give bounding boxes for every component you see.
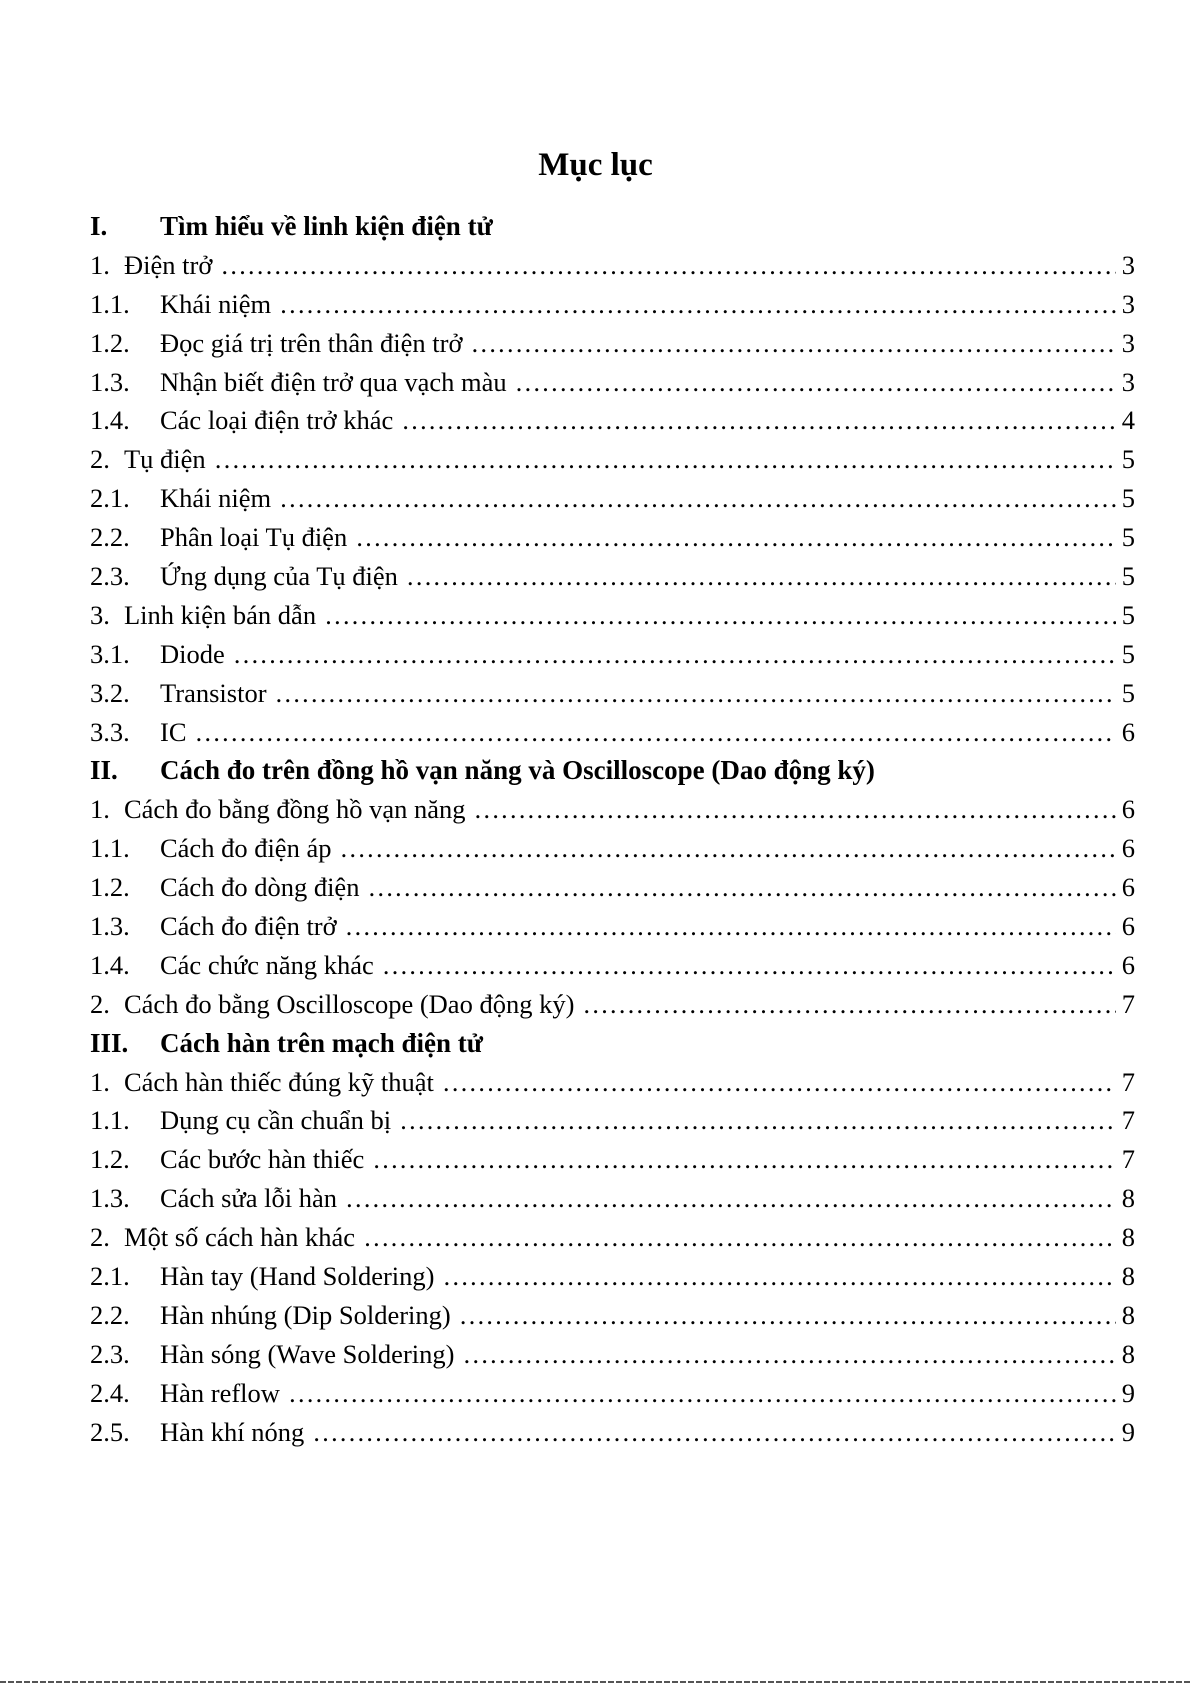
toc-page-number: 7 <box>1121 1105 1135 1136</box>
toc-entry-number: 1.3. <box>90 366 130 397</box>
toc-entry[interactable] <box>90 1140 1135 1179</box>
toc-page-number: 5 <box>1121 599 1135 630</box>
toc-entry-title: Hàn sóng (Wave Soldering) <box>160 1338 455 1369</box>
toc-entry[interactable] <box>90 363 1135 402</box>
toc-entry-title: Transistor <box>160 677 267 708</box>
toc-entry-line <box>90 946 1135 985</box>
toc-page-number: 3 <box>1121 288 1135 319</box>
toc-entry-title: Một số cách hàn khác <box>124 1222 356 1253</box>
toc-entry-number: 3.2. <box>90 677 130 708</box>
toc-entry-number: 1.1. <box>90 833 130 864</box>
toc-section-heading <box>90 1024 1135 1063</box>
toc-dot-leader <box>345 907 1116 946</box>
toc-entry-title: Hàn reflow <box>160 1377 280 1408</box>
toc-entry[interactable] <box>90 1374 1135 1413</box>
toc-entry[interactable] <box>90 285 1135 324</box>
toc-entry-title: Ứng dụng của Tụ điện <box>160 561 398 592</box>
toc-entry-line <box>90 829 1135 868</box>
toc-entry-title: Hàn tay (Hand Soldering) <box>160 1261 435 1292</box>
toc-entry-number: 1. <box>90 249 110 280</box>
toc-dot-leader <box>345 1179 1116 1218</box>
toc-dot-leader <box>288 1374 1116 1413</box>
toc-entry-line <box>90 1296 1135 1335</box>
toc-entry-title: Hàn khí nóng <box>160 1416 305 1447</box>
toc-entry-number: 1.4. <box>90 405 130 436</box>
toc-entry-title: Các bước hàn thiếc <box>160 1144 365 1175</box>
toc-dot-leader <box>462 1335 1115 1374</box>
toc-entry-title: Hàn nhúng (Dip Soldering) <box>160 1299 451 1330</box>
toc-entry-title: IC <box>160 716 187 747</box>
toc-entry-number: II. <box>90 755 118 786</box>
toc-page-number: 3 <box>1121 327 1135 358</box>
toc-entry-title: Dụng cụ cần chuẩn bị <box>160 1105 392 1136</box>
toc-entry-title: Đọc giá trị trên thân điện trở <box>160 327 463 358</box>
toc-entry[interactable] <box>90 1413 1135 1452</box>
toc-entry-number: 1.2. <box>90 872 130 903</box>
toc-page-number: 8 <box>1121 1338 1135 1369</box>
toc-entry-title: Tụ điện <box>124 444 206 475</box>
page-title: Mục lục <box>538 147 653 183</box>
toc-entry-number: 1. <box>90 794 110 825</box>
toc-heading-text: Cách hàn trên mạch điện tử <box>160 1027 483 1058</box>
toc-entry-number: 1.3. <box>90 1183 130 1214</box>
toc-entry-number: 2.2. <box>90 522 130 553</box>
toc-dot-leader <box>279 285 1116 324</box>
toc-entry[interactable] <box>90 1063 1135 1102</box>
toc-entry-number: 1.2. <box>90 327 130 358</box>
toc-page-number: 9 <box>1121 1377 1135 1408</box>
toc-page-number: 6 <box>1121 716 1135 747</box>
toc-entry-line <box>90 674 1135 713</box>
toc-entry[interactable] <box>90 596 1135 635</box>
toc-section-heading <box>90 751 1135 790</box>
toc-entry-number: 3. <box>90 599 110 630</box>
toc-entry-line <box>90 557 1135 596</box>
toc-entry-line <box>90 1101 1135 1140</box>
toc-entry-line <box>90 401 1135 440</box>
toc-entry-line <box>90 1063 1135 1102</box>
toc-entry-line <box>90 596 1135 635</box>
toc-dot-leader <box>214 440 1116 479</box>
toc-page-number: 6 <box>1121 949 1135 980</box>
toc-dot-leader <box>401 401 1115 440</box>
toc-entry-line <box>90 1374 1135 1413</box>
toc-entry[interactable] <box>90 246 1135 285</box>
toc-entry[interactable] <box>90 868 1135 907</box>
toc-entry-line <box>90 324 1135 363</box>
toc-entry-number: 2. <box>90 988 110 1019</box>
toc-dot-leader <box>312 1413 1115 1452</box>
toc-entry[interactable] <box>90 713 1135 752</box>
toc-dot-leader <box>443 1257 1116 1296</box>
toc-entry-title: Cách đo điện trở <box>160 911 337 942</box>
toc-page-number: 6 <box>1121 794 1135 825</box>
toc-dot-leader <box>406 557 1116 596</box>
toc-entry[interactable] <box>90 518 1135 557</box>
toc-page-number: 5 <box>1121 638 1135 669</box>
page-bottom-edge <box>0 1681 1191 1683</box>
toc-entry-line <box>90 907 1135 946</box>
toc-dot-leader <box>324 596 1116 635</box>
toc-dot-leader <box>363 1218 1116 1257</box>
toc-page-number: 9 <box>1121 1416 1135 1447</box>
toc-dot-leader <box>355 518 1116 557</box>
toc-entry-line <box>90 1140 1135 1179</box>
toc-entry-number: III. <box>90 1027 129 1058</box>
toc-entry[interactable] <box>90 1179 1135 1218</box>
toc-entry-title: Diode <box>160 638 225 669</box>
toc-dot-leader <box>474 790 1116 829</box>
toc-dot-leader <box>582 985 1115 1024</box>
toc-entry[interactable] <box>90 985 1135 1024</box>
toc-entry-number: 1.1. <box>90 288 130 319</box>
toc-dot-leader <box>442 1063 1116 1102</box>
toc-entry-number: 1.3. <box>90 911 130 942</box>
toc-dot-leader <box>399 1101 1116 1140</box>
toc-page-number: 5 <box>1121 677 1135 708</box>
toc-dot-leader <box>372 1140 1116 1179</box>
toc-entry-line <box>90 1179 1135 1218</box>
toc-heading-text: Tìm hiểu về linh kiện điện tử <box>160 211 493 241</box>
toc-entry-line <box>90 363 1135 402</box>
toc-entry-number: I. <box>90 211 108 241</box>
toc-entry[interactable] <box>90 829 1135 868</box>
toc-page-number: 7 <box>1121 1066 1135 1097</box>
toc-entry-title: Linh kiện bán dẫn <box>124 599 317 630</box>
toc-entry-title: Cách sửa lỗi hàn <box>160 1183 337 1214</box>
toc-dot-leader <box>470 324 1115 363</box>
toc-page-number: 5 <box>1121 522 1135 553</box>
toc-entry-title: Cách đo dòng điện <box>160 872 360 903</box>
toc-entry[interactable] <box>90 790 1135 829</box>
toc-entry-line <box>90 1413 1135 1452</box>
toc-dot-leader <box>515 363 1116 402</box>
toc-dot-leader <box>459 1296 1116 1335</box>
toc-entry-number: 3.1. <box>90 638 130 669</box>
toc-dot-leader <box>195 713 1116 752</box>
toc-entry[interactable] <box>90 557 1135 596</box>
toc-dot-leader <box>220 246 1115 285</box>
toc-entry-title: Phân loại Tụ điện <box>160 522 348 553</box>
toc-entry-number: 2.4. <box>90 1377 130 1408</box>
toc-entry-line <box>90 518 1135 557</box>
toc-entry[interactable] <box>90 674 1135 713</box>
toc-entry-title: Cách đo bằng Oscilloscope (Dao động ký) <box>124 988 575 1019</box>
toc-entry-number: 2.1. <box>90 1261 130 1292</box>
toc-entry-number: 2.2. <box>90 1299 130 1330</box>
toc-page-number: 3 <box>1121 366 1135 397</box>
toc-entry-line <box>90 285 1135 324</box>
toc-entry-line <box>90 713 1135 752</box>
toc-page-number: 4 <box>1121 405 1135 436</box>
toc-section-heading <box>90 207 1135 246</box>
toc-entry-title: Khái niệm <box>160 483 272 514</box>
toc-heading-text: Cách đo trên đồng hồ vạn năng và Oscilloscope (Dao động ký) <box>160 755 875 786</box>
toc-entry-number: 2.3. <box>90 561 130 592</box>
toc-entry-number: 1. <box>90 1066 110 1097</box>
toc-entry[interactable] <box>90 324 1135 363</box>
toc-entry-line <box>90 479 1135 518</box>
toc-page-number: 6 <box>1121 833 1135 864</box>
toc-dot-leader <box>233 635 1116 674</box>
toc-dot-leader <box>367 868 1115 907</box>
toc-entry[interactable] <box>90 1218 1135 1257</box>
table-of-contents <box>90 207 1135 1452</box>
toc-page-number: 6 <box>1121 911 1135 942</box>
toc-entry-number: 1.2. <box>90 1144 130 1175</box>
toc-entry-number: 2.3. <box>90 1338 130 1369</box>
toc-dot-leader <box>275 674 1116 713</box>
toc-entry[interactable] <box>90 401 1135 440</box>
toc-entry[interactable] <box>90 946 1135 985</box>
toc-page-number: 6 <box>1121 872 1135 903</box>
toc-entry-title: Nhận biết điện trở qua vạch màu <box>160 366 507 397</box>
toc-entry-line <box>90 1257 1135 1296</box>
toc-entry-line <box>90 1218 1135 1257</box>
toc-entry[interactable] <box>90 907 1135 946</box>
toc-entry[interactable] <box>90 1296 1135 1335</box>
toc-entry-title: Cách hàn thiếc đúng kỹ thuật <box>124 1066 434 1097</box>
toc-entry-number: 1.1. <box>90 1105 130 1136</box>
toc-page-number: 3 <box>1121 249 1135 280</box>
toc-entry-number: 2. <box>90 444 110 475</box>
toc-page-number: 5 <box>1121 561 1135 592</box>
toc-entry-title: Các loại điện trở khác <box>160 405 394 436</box>
toc-entry-number: 2. <box>90 1222 110 1253</box>
toc-entry-number: 2.1. <box>90 483 130 514</box>
toc-page-number: 5 <box>1121 483 1135 514</box>
toc-entry[interactable] <box>90 440 1135 479</box>
toc-entry-line <box>90 635 1135 674</box>
toc-entry-number: 1.4. <box>90 949 130 980</box>
toc-page-number: 8 <box>1121 1183 1135 1214</box>
toc-dot-leader <box>279 479 1116 518</box>
toc-entry-title: Điện trở <box>124 249 213 280</box>
toc-entry-title: Khái niệm <box>160 288 272 319</box>
toc-entry[interactable] <box>90 1257 1135 1296</box>
toc-entry-number: 3.3. <box>90 716 130 747</box>
toc-page-number: 7 <box>1121 1144 1135 1175</box>
toc-entry[interactable] <box>90 1101 1135 1140</box>
toc-entry-number: 2.5. <box>90 1416 130 1447</box>
toc-entry-line <box>90 790 1135 829</box>
toc-entry-line <box>90 440 1135 479</box>
toc-page-number: 8 <box>1121 1261 1135 1292</box>
toc-page-number: 8 <box>1121 1299 1135 1330</box>
toc-entry[interactable] <box>90 635 1135 674</box>
toc-entry-line <box>90 868 1135 907</box>
toc-entry-title: Cách đo điện áp <box>160 833 332 864</box>
toc-page-number: 7 <box>1121 988 1135 1019</box>
toc-entry-line <box>90 1335 1135 1374</box>
toc-entry-title: Các chức năng khác <box>160 949 374 980</box>
toc-dot-leader <box>382 946 1116 985</box>
toc-entry-line <box>90 985 1135 1024</box>
toc-entry-title: Cách đo bằng đồng hồ vạn năng <box>124 794 466 825</box>
toc-entry-line <box>90 246 1135 285</box>
toc-entry[interactable] <box>90 479 1135 518</box>
toc-dot-leader <box>339 829 1115 868</box>
toc-page-number: 5 <box>1121 444 1135 475</box>
toc-entry[interactable] <box>90 1335 1135 1374</box>
toc-page-number: 8 <box>1121 1222 1135 1253</box>
